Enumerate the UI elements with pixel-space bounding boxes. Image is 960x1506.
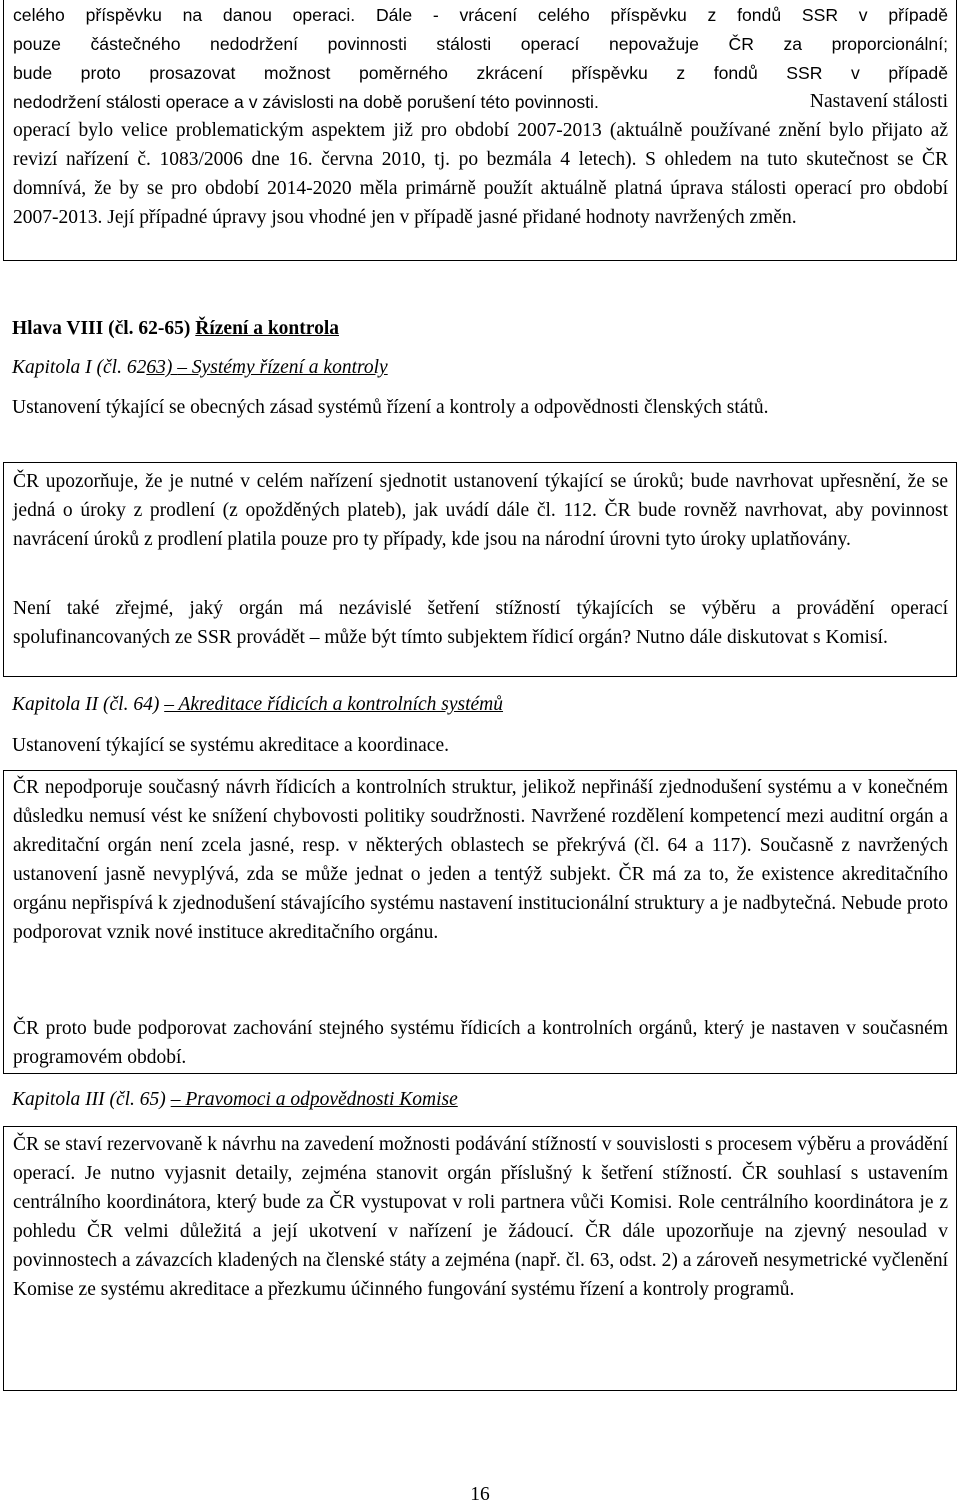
paragraph-line: nedodržení stálosti operace a v závislosti na době porušení této povinnosti. (13, 92, 599, 112)
comment-box-stalost (3, 0, 957, 261)
paragraph-line: bude proto prosazovat možnost poměrného zkrácení příspěvku z fondů SSR v případě (13, 63, 948, 83)
chapter-intro: Ustanovení týkající se systému akreditace a koordinace. (12, 735, 449, 756)
paragraph-text: ČR proto bude podporovat zachování stejného systému řídicích a kontrolních orgánů, který je nastaven v současném programovém období. (13, 1018, 948, 1068)
comment-box-uroky (3, 462, 957, 677)
paragraph-text: operací bylo velice problematickým aspektem již pro období 2007-2013 (aktuálně používané znění bylo přijato až revizí nařízení č. 1083/2006 dne 16. června 2010, tj. po bezmála 4 letech). S ohledem na tuto skutečnost se ČR domnívá, že by se pro období 2014-2020 měla primárně použít aktuálně platná úprava stálosti operací pro období 2007-2013. Její případné úpravy jsou vhodné jen v případě jasné přidané hodnoty navržených změn. (13, 120, 948, 228)
comment-box-komise (3, 1126, 957, 1391)
chapter-heading: Kapitola I (čl. 6263) – Systémy řízení a kontroly (12, 357, 388, 378)
chapter-heading: Kapitola II (čl. 64) – Akreditace řídicích a kontrolních systémů (12, 694, 504, 715)
page-number: 16 (470, 1484, 490, 1505)
comment-box-akreditace (3, 770, 957, 1074)
paragraph-text: ČR upozorňuje, že je nutné v celém nařízení sjednotit ustanovení týkající se úroků; bude navrhovat upřesnění, že se jedná o úroky z prodlení (z opožděných plateb), jak uvádí dále čl. 112. ČR bude rovněž navrhovat, aby povinnost navrácení úroků z prodlení platila pouze pro ty případy, kde jsou na národní úrovni tyto úroky uplatňovány. (13, 471, 948, 550)
paragraph-line: celého příspěvku na danou operaci. Dále - vrácení celého příspěvku z fondů SSR v případě (13, 5, 948, 25)
paragraph-line: pouze částečného nedodržení povinnosti stálosti operací nepovažuje ČR za proporcionální; (13, 34, 948, 54)
section-heading: Hlava VIII (čl. 62-65) Řízení a kontrola (12, 318, 339, 339)
paragraph-line: Nastavení stálosti (809, 91, 948, 112)
paragraph-text: ČR nepodporuje současný návrh řídicích a kontrolních struktur, jelikož nepřináší zjednodušení systému a v konečném důsledku nemusí vést ke snížení chybovosti politiky soudržnosti. Navržené rozdělení kompetencí mezi auditní orgán a akreditační orgán není zcela jasné, resp. v některých oblastech se překrývá (čl. 64 a 117). Současně z navržených ustanovení jasně nevyplývá, zda se může jednat o jeden a tentýž subjekt. ČR má za to, že existence akreditačního orgánu nepřispívá k zjednodušení stávajícího systému nastavení institucionální struktury a je nadbytečná. Nebude proto podporovat vznik nové instituce akreditačního orgánu. (13, 777, 948, 943)
paragraph-text: Není také zřejmé, jaký orgán má nezávislé šetření stížností týkajících se výběru a provádění operací spolufinancovaných ze SSR provádět – může být tímto subjektem řídicí orgán? Nutno dále diskutovat s Komisí. (13, 598, 948, 648)
paragraph-text: ČR se staví rezervovaně k návrhu na zavedení možnosti podávání stížností v souvislosti s procesem výběru a provádění operací. Je nutno vyjasnit detaily, zejména stanovit orgán příslušný k šetření stížností. ČR souhlasí s ustavením centrálního koordinátora, který bude za ČR vystupovat v roli partnera vůči Komisi. Role centrálního koordinátora je z pohledu ČR velmi důležitá a její ukotvení v nařízení je žádoucí. ČR dále upozorňuje na zjevný nesoulad v povinnostech a závazcích kladených na členské státy a zejména (např. čl. 63, odst. 2) a zároveň nesymetrické vyčlenění Komise ze systému akreditace a přezkumu účinného fungování systému řízení a kontroly programů. (13, 1134, 948, 1300)
chapter-heading: Kapitola III (čl. 65) – Pravomoci a odpovědnosti Komise (12, 1089, 458, 1110)
chapter-intro: Ustanovení týkající se obecných zásad systémů řízení a kontroly a odpovědnosti členských států. (12, 397, 769, 418)
